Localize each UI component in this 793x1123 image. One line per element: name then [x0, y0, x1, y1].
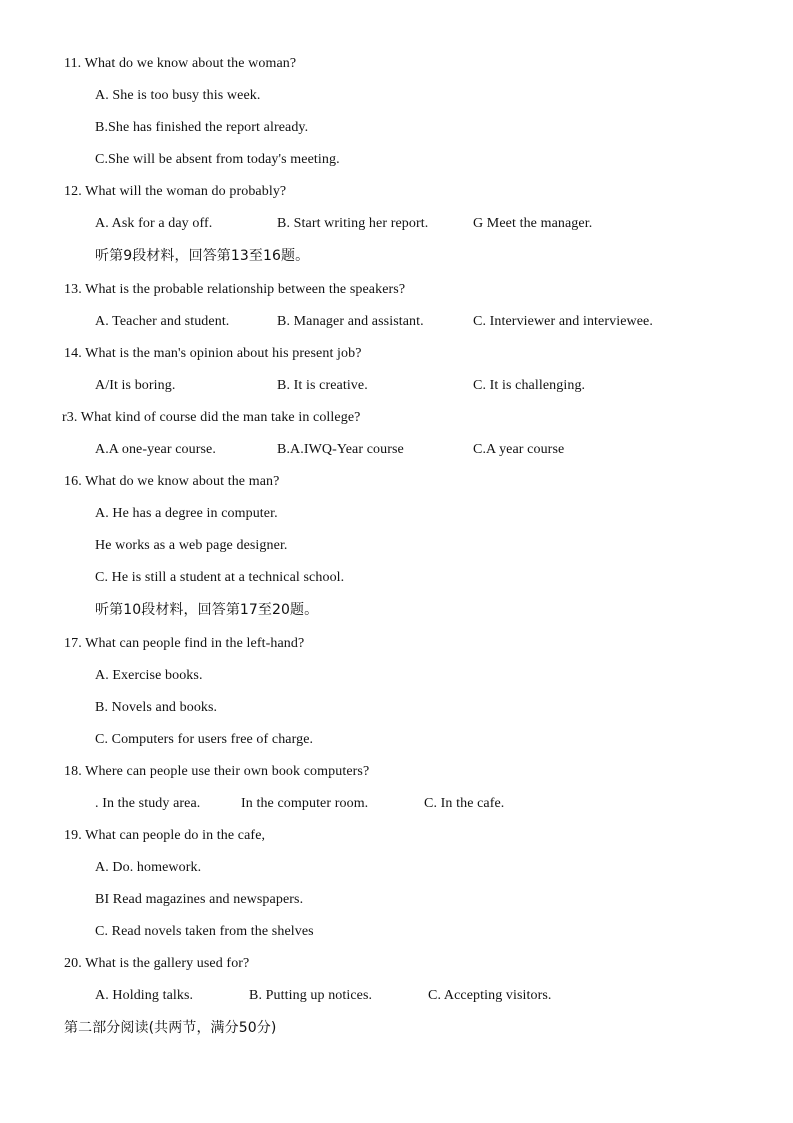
- question-15-option-a: A.A one-year course.: [95, 442, 216, 457]
- question-18: 18. Where can people use their own book computers?: [64, 764, 370, 779]
- question-12-option-c: G Meet the manager.: [473, 216, 593, 231]
- question-16: 16. What do we know about the man?: [64, 474, 280, 489]
- question-12-option-b: B. Start writing her report.: [277, 216, 429, 231]
- question-20-option-b: B. Putting up notices.: [249, 988, 373, 1003]
- question-14-option-a: A/It is boring.: [95, 378, 176, 393]
- question-14: 14. What is the man's opinion about his present job?: [64, 346, 362, 361]
- question-16-option-b: He works as a web page designer.: [95, 538, 288, 553]
- question-20: 20. What is the gallery used for?: [64, 956, 250, 971]
- question-12-option-a: A. Ask for a day off.: [95, 216, 213, 231]
- question-15-option-b: B.A.IWQ-Year course: [277, 442, 404, 457]
- question-17: 17. What can people find in the left-hand?: [64, 636, 305, 651]
- section-heading-10: 听第10段材料，回答第17至20题。: [95, 602, 319, 618]
- question-19-option-b: BI Read magazines and newspapers.: [95, 892, 304, 907]
- question-19-option-a: A. Do. homework.: [95, 860, 202, 875]
- question-16-option-a: A. He has a degree in computer.: [95, 506, 278, 521]
- question-11-option-b: B.She has finished the report already.: [95, 120, 309, 135]
- question-13-option-b: B. Manager and assistant.: [277, 314, 424, 329]
- question-13-option-a: A. Teacher and student.: [95, 314, 230, 329]
- question-18-option-a: . In the study area.: [95, 796, 201, 811]
- question-17-option-b: B. Novels and books.: [95, 700, 218, 715]
- question-14-option-c: C. It is challenging.: [473, 378, 586, 393]
- question-11-option-c: C.She will be absent from today's meeting.: [95, 152, 340, 167]
- question-16-option-c: C. He is still a student at a technical school.: [95, 570, 345, 585]
- question-17-option-c: C. Computers for users free of charge.: [95, 732, 314, 747]
- question-19: 19. What can people do in the cafe,: [64, 828, 266, 843]
- question-13-option-c: C. Interviewer and interviewee.: [473, 314, 653, 329]
- part-two-heading: 第二部分阅读(共两节，满分50分): [64, 1020, 277, 1036]
- question-20-option-a: A. Holding talks.: [95, 988, 194, 1003]
- question-14-option-b: B. It is creative.: [277, 378, 368, 393]
- question-17-option-a: A. Exercise books.: [95, 668, 203, 683]
- question-18-option-c: C. In the cafe.: [424, 796, 505, 811]
- question-19-option-c: C. Read novels taken from the shelves: [95, 924, 314, 939]
- question-18-option-b: In the computer room.: [241, 796, 369, 811]
- question-13: 13. What is the probable relationship between the speakers?: [64, 282, 406, 297]
- question-11-option-a: A. She is too busy this week.: [95, 88, 261, 103]
- question-15: r3. What kind of course did the man take in college?: [62, 410, 361, 425]
- question-20-option-c: C. Accepting visitors.: [428, 988, 552, 1003]
- section-heading-9: 听第9段材料，回答第13至16题。: [95, 248, 310, 264]
- question-15-option-c: C.A year course: [473, 442, 565, 457]
- question-11: 11. What do we know about the woman?: [64, 56, 297, 71]
- question-12: 12. What will the woman do probably?: [64, 184, 287, 199]
